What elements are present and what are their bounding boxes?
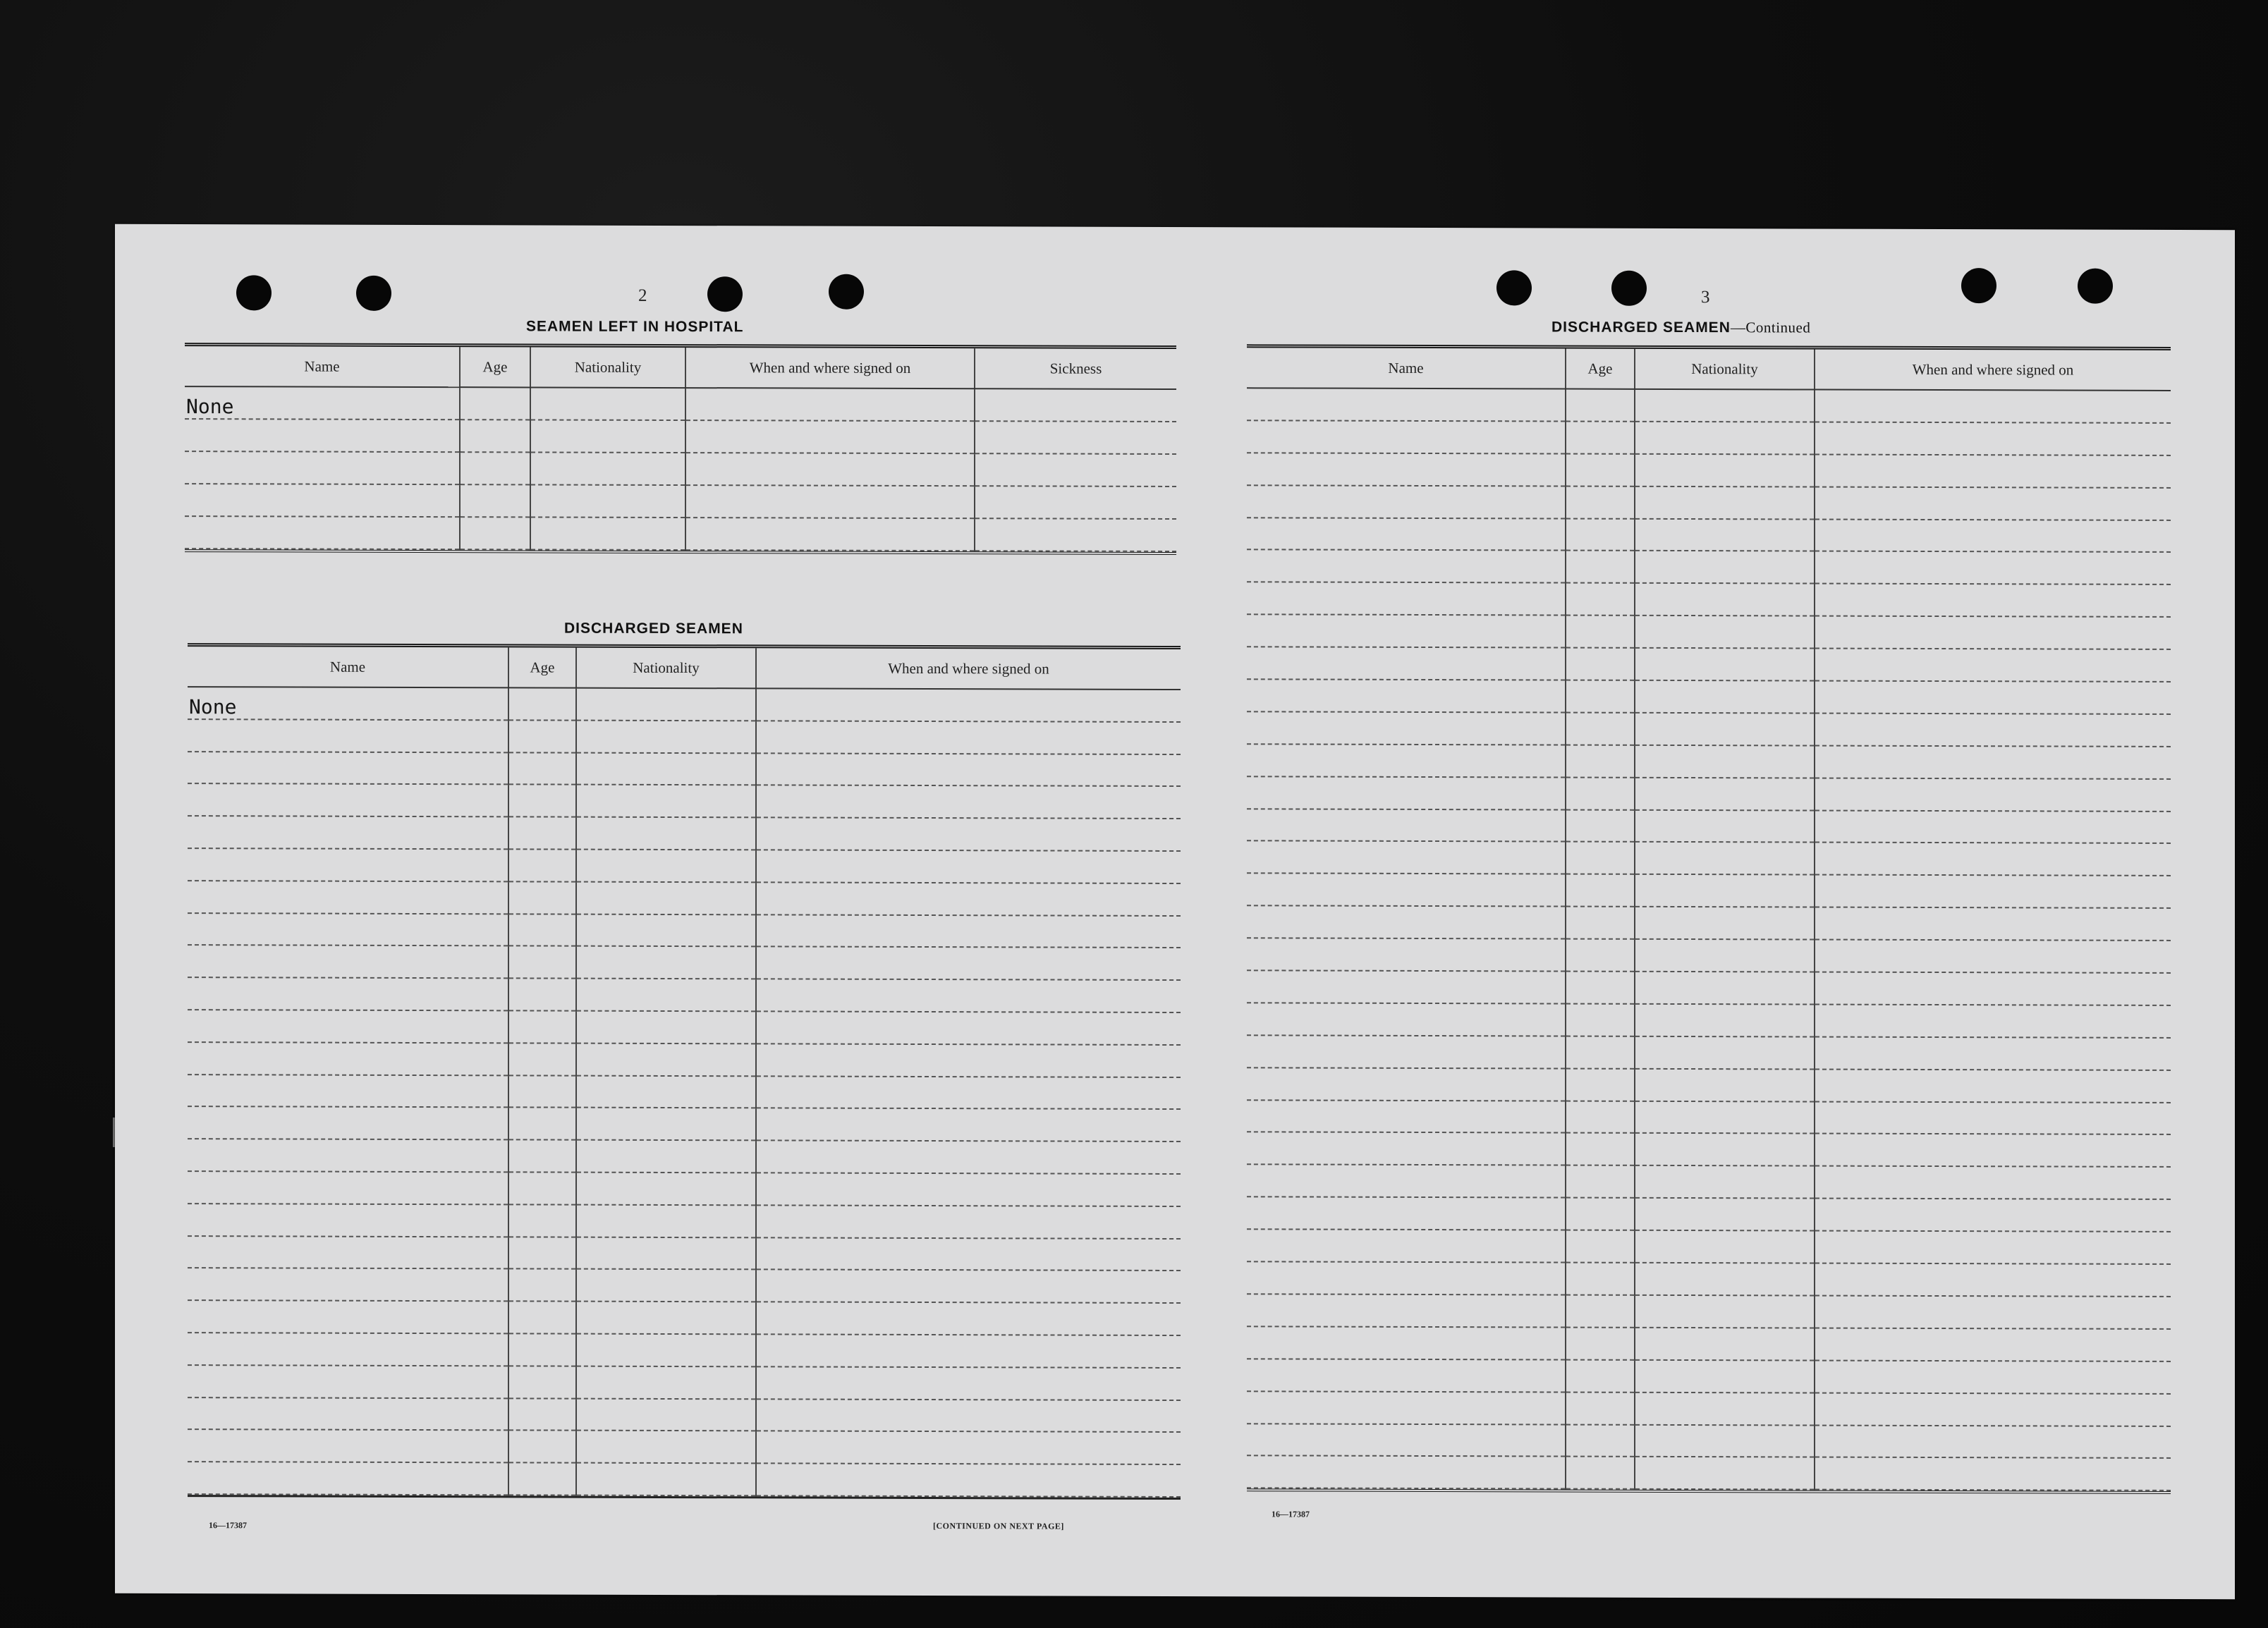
discharged-table [188, 643, 1181, 1500]
table-row [188, 945, 1181, 980]
table-row [188, 1236, 1181, 1271]
table-row [1247, 485, 2171, 520]
table-row [185, 451, 1176, 486]
punch-hole [1496, 270, 1532, 305]
punch-hole [829, 274, 864, 310]
table-row [188, 1139, 1181, 1174]
table-header-row [188, 647, 1181, 690]
column-header-age: Age [508, 647, 576, 687]
column-header-signed-on: When and where signed on [756, 648, 1181, 690]
table-row [1247, 679, 2171, 714]
table-row [1247, 1197, 2171, 1232]
discharged-section-title: DISCHARGED SEAMEN [564, 620, 743, 637]
column-header-nationality: Nationality [576, 648, 756, 689]
table-row [1247, 711, 2171, 747]
table-row [185, 419, 1176, 454]
page-number: 2 [638, 286, 647, 305]
table-row [188, 1010, 1181, 1045]
column-header-age: Age [1566, 349, 1635, 389]
document-spread [115, 224, 2235, 1599]
table-row [1247, 1067, 2171, 1103]
table-row [1247, 582, 2171, 618]
hospital-table [185, 343, 1176, 555]
table-row [1247, 809, 2171, 844]
table-row [188, 1171, 1181, 1206]
table-row [1247, 550, 2171, 585]
table-row [1247, 1359, 2171, 1394]
table-row [1247, 906, 2171, 941]
table-row [188, 752, 1181, 787]
table-row [188, 1333, 1181, 1368]
column-header-name: Name [1247, 348, 1566, 388]
table-row [1247, 938, 2171, 973]
table-row [188, 1365, 1181, 1400]
punch-hole [236, 275, 272, 310]
discharged-continued-table [1247, 344, 2171, 1494]
table-row [1247, 1035, 2171, 1070]
table-row [1247, 1261, 2171, 1297]
column-header-signed-on: When and where signed on [1815, 350, 2171, 391]
table-row [188, 719, 1181, 754]
table-row [188, 881, 1181, 916]
table-row [1247, 1294, 2171, 1329]
table-row [1247, 970, 2171, 1005]
hospital-section-title: SEAMEN LEFT IN HOSPITAL [526, 318, 744, 336]
table-row [188, 1397, 1181, 1433]
table-row [1247, 1165, 2171, 1200]
punch-hole [2078, 269, 2113, 304]
discharged-continued-title [1551, 318, 1810, 336]
table-row [1247, 388, 2171, 423]
table-row [1247, 615, 2171, 650]
column-header-nationality: Nationality [1635, 349, 1815, 390]
table-row [188, 977, 1181, 1012]
table-row [1247, 841, 2171, 876]
table-row [1247, 453, 2171, 488]
table-row [188, 848, 1181, 883]
form-code: 16—17387 [1272, 1509, 1310, 1519]
table-row [1247, 1100, 2171, 1135]
right-page [1173, 227, 2235, 1599]
table-row [185, 386, 1176, 422]
column-header-name: Name [188, 647, 508, 687]
table-row [188, 1075, 1181, 1110]
table-row [188, 1106, 1181, 1142]
table-row [1247, 1391, 2171, 1426]
table-row [1247, 1229, 2171, 1264]
table-row [1247, 874, 2171, 909]
table-row [1247, 776, 2171, 812]
punch-hole [1961, 268, 1996, 303]
section-title-main: DISCHARGED SEAMEN [1551, 319, 1731, 336]
table-row [188, 1300, 1181, 1335]
punch-hole [707, 276, 743, 312]
column-header-nationality: Nationality [530, 347, 685, 388]
table-row [185, 484, 1176, 519]
form-code: 16—17387 [209, 1520, 247, 1531]
page-number: 3 [1701, 288, 1710, 307]
entry-name-cell: None [188, 687, 508, 720]
column-header-age: Age [460, 347, 530, 387]
table-row [1247, 1326, 2171, 1361]
column-header-signed-on: When and where signed on [685, 348, 975, 388]
table-row [188, 816, 1181, 851]
table-row [188, 913, 1181, 948]
table-row [1247, 1132, 2171, 1168]
table-row [1247, 647, 2171, 682]
table-header-row [185, 346, 1176, 389]
table-row [185, 516, 1176, 551]
table-row [1247, 1003, 2171, 1038]
section-title-suffix: —Continued [1730, 319, 1811, 336]
table-row [188, 1462, 1181, 1497]
column-header-sickness: Sickness [975, 348, 1176, 389]
table-row [1247, 420, 2171, 455]
table-row [188, 687, 1181, 722]
table-row [188, 1429, 1181, 1464]
punch-hole [356, 276, 391, 311]
table-row [188, 783, 1181, 819]
table-row [1247, 1456, 2171, 1491]
table-row [188, 1204, 1181, 1239]
table-header-row [1247, 348, 2171, 391]
entry-name-cell: None [185, 386, 460, 420]
punch-hole [1611, 271, 1647, 306]
table-row [1247, 518, 2171, 553]
table-row [188, 1268, 1181, 1303]
continued-note: [CONTINUED ON NEXT PAGE] [933, 1521, 1064, 1531]
table-row [188, 1042, 1181, 1077]
table-row [1247, 744, 2171, 779]
table-row [1247, 1424, 2171, 1459]
column-header-name: Name [185, 346, 460, 387]
left-page [115, 224, 1173, 1596]
